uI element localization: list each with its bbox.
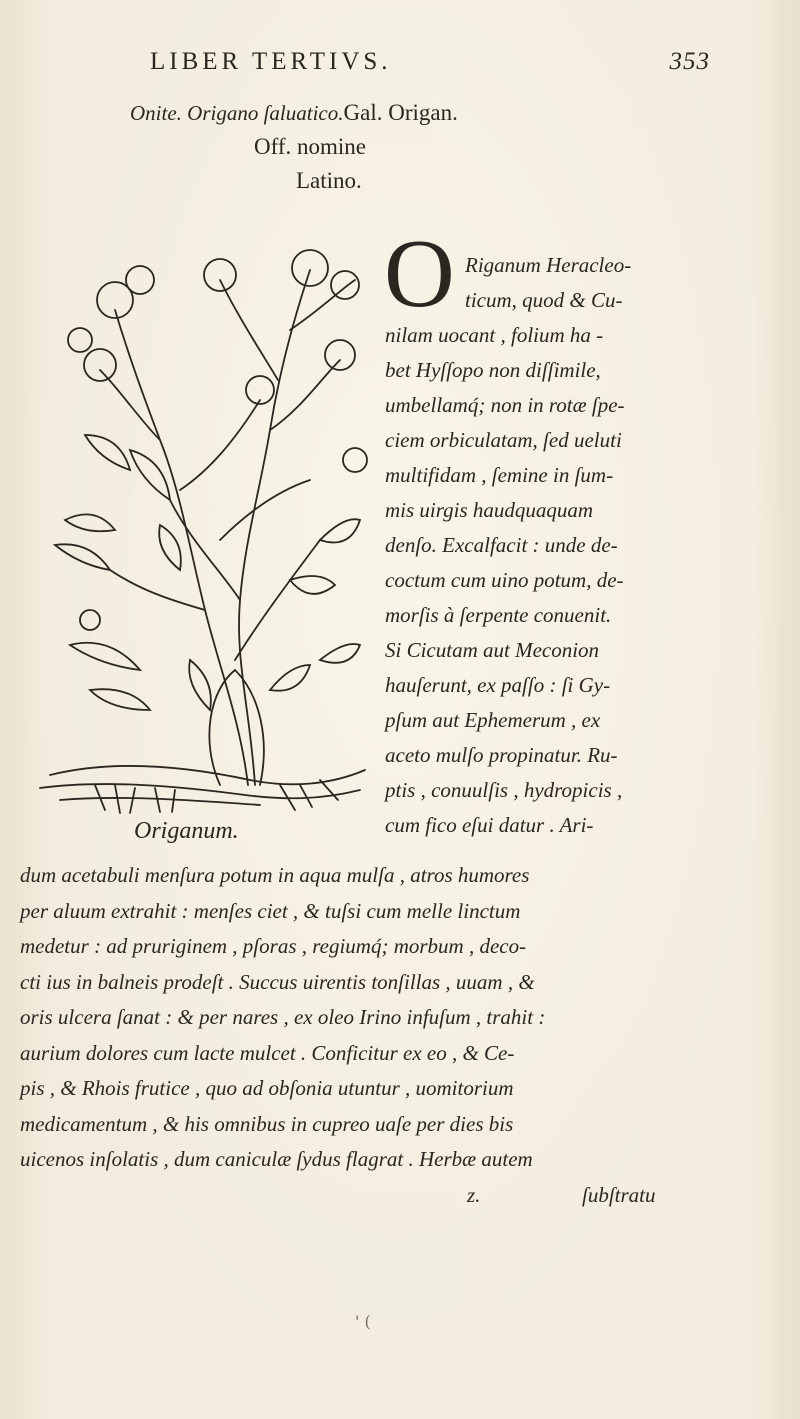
text-line: coctum cum uino potum, de-	[385, 568, 624, 592]
drop-capital: O	[384, 220, 455, 328]
text-line: mis uirgis haudquaquam	[385, 498, 594, 522]
text-line: oris ulcera ſanat : & per nares , ex oleo Irino infuſum , trahit :	[20, 1005, 546, 1029]
text-line: medetur : ad pruriginem , pſoras , regiumq́; morbum , deco-	[20, 934, 527, 958]
text-line: bet Hyſſopo non diſſimile,	[385, 358, 601, 382]
text-line: aceto mulſo propinatur. Ru-	[385, 743, 618, 767]
text-line: ciem orbiculatam, ſed ueluti	[385, 428, 622, 452]
text-line: multifidam , ſemine in ſum-	[385, 463, 614, 487]
text-line: medicamentum , & his omnibus in cupreo uaſe per dies bis	[20, 1111, 514, 1136]
text-line: pſum aut Ephemerum , ex	[385, 708, 601, 732]
text-line: hauſerunt, ex paſſo : ſi Gy-	[385, 673, 611, 697]
text-line: ticum, quod & Cu-	[465, 288, 623, 312]
text-line: cti ius in balneis prodeſt . Succus uirentis tonſillas , uuam , &	[20, 969, 535, 994]
text-line: pis , & Rhois frutice , quo ad obſonia utuntur , uomitorium	[20, 1076, 514, 1100]
text-line: umbellamq́; non in rotæ ſpe-	[385, 393, 625, 417]
synonyms-block	[130, 96, 590, 198]
text-line: Si Cicutam aut Meconion	[385, 638, 600, 662]
synonym-line-2: Off. nomine	[254, 134, 367, 159]
text-line: aurium dolores cum lacte mulcet . Conficitur ex eo , & Ce-	[20, 1040, 515, 1065]
full-width-text	[20, 858, 686, 1218]
text-line: morſis à ſerpente conuenit.	[385, 603, 612, 627]
catchword: ſubſtratu	[582, 1182, 656, 1207]
text-line: uicenos inſolatis , dum caniculæ ſydus flagrat . Herbæ autem	[20, 1147, 533, 1171]
figure-caption: Origanum.	[134, 818, 239, 844]
synonym-line-3: Latino.	[296, 168, 362, 193]
stray-marks: ' (	[355, 1312, 371, 1331]
synonym-italian: Onite. Origano ſaluatico.	[130, 101, 344, 125]
running-title: LIBER TERTIVS.	[150, 48, 392, 75]
text-line: ptis , conuulſis , hydropicis ,	[385, 778, 623, 802]
text-line: Riganum Heracleo-	[465, 253, 632, 277]
origanum-woodcut-illustration	[20, 240, 375, 820]
text-line: denſo. Excalfacit : unde de-	[385, 533, 618, 557]
synonym-line-1	[130, 96, 590, 130]
text-line: per aluum extrahit : menſes ciet , & tuſsi cum melle linctum	[20, 898, 521, 923]
running-header	[150, 48, 710, 84]
text-column-beside-figure	[385, 248, 685, 843]
signature-mark: z.	[467, 1182, 481, 1207]
text-line: nilam uocant , folium ha -	[385, 323, 604, 347]
page-footer	[0, 1178, 800, 1218]
page-number: 353	[669, 48, 710, 75]
text-line: dum acetabuli menſura potum in aqua mulſa , atros humores	[20, 863, 530, 887]
synonym-french: Gal. Origan.	[343, 100, 458, 125]
text-line: cum fico eſui datur . Ari-	[385, 813, 594, 837]
